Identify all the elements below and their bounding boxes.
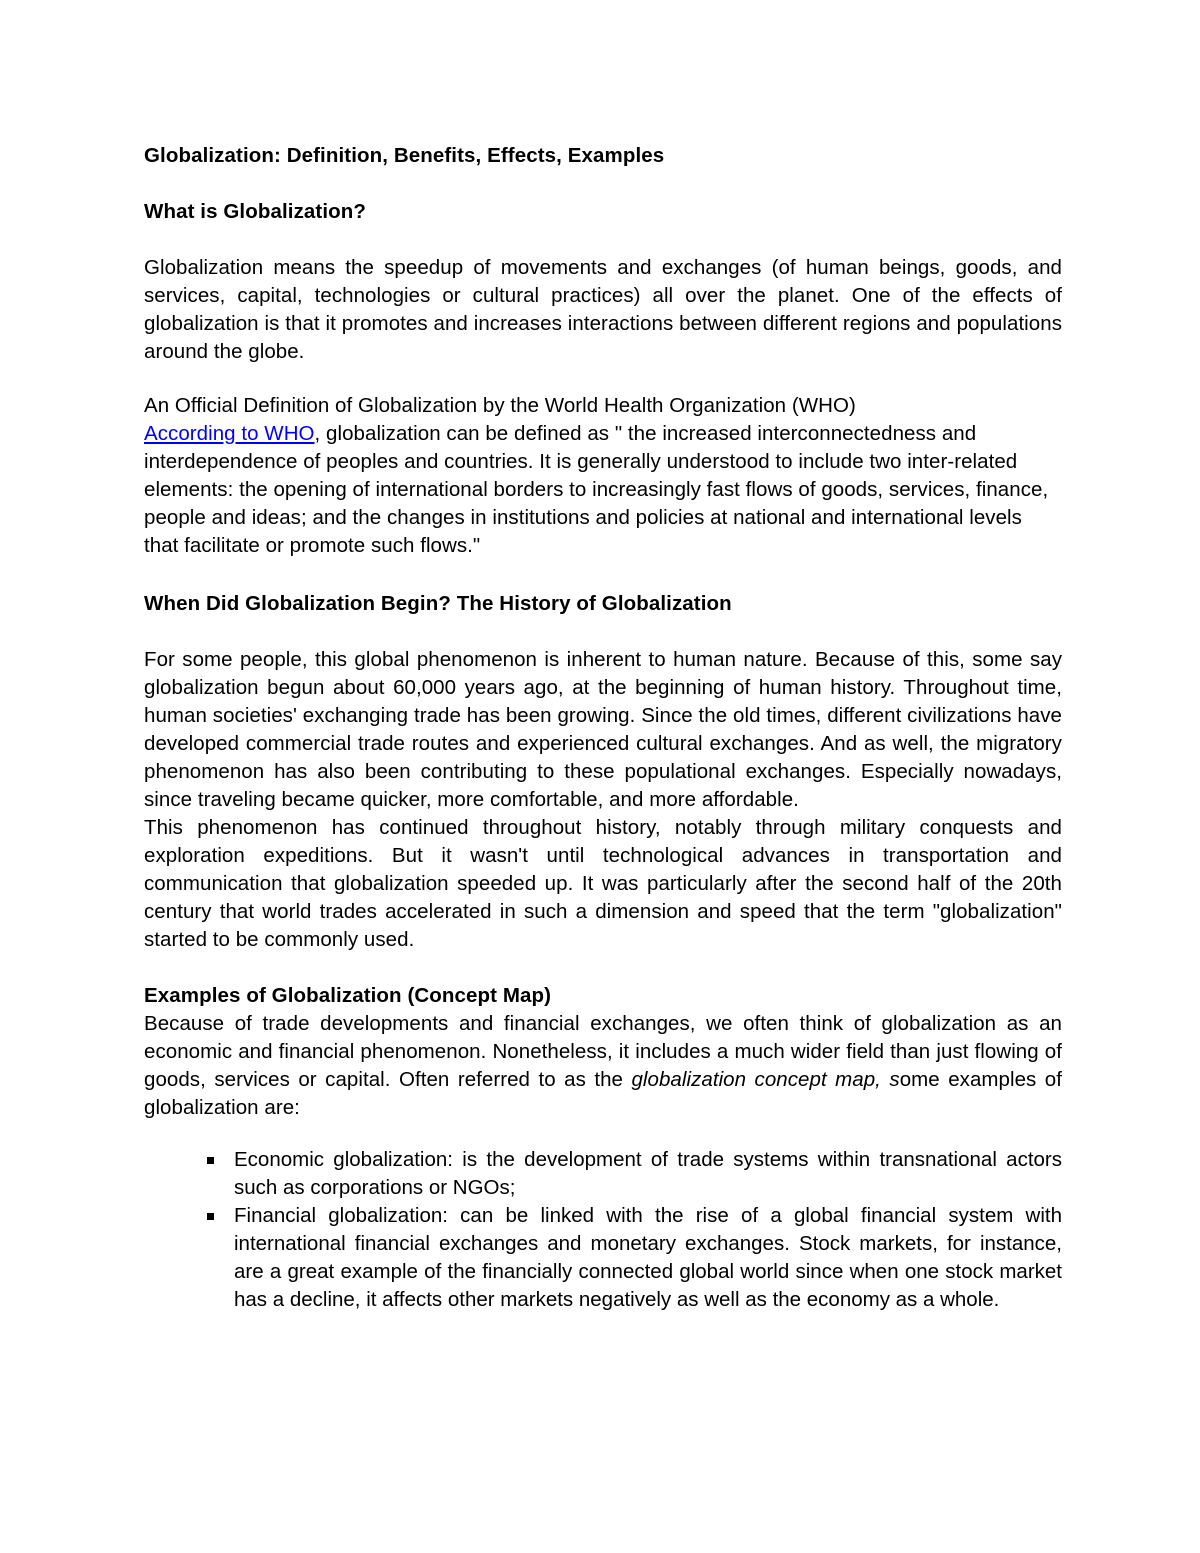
list-item [207,1202,1062,1314]
list-item-label: Financial globalization: can be linked with the rise of a global financial system with international financial exchanges and monetary exchanges. Stock markets, for instance, are a great example of the financially connected global world since when one stock market has a decline, it affects other markets negatively as well as the economy as a whole. [234,1204,1062,1311]
paragraph-history-origins: For some people, this global phenomenon is inherent to human nature. Because of this, some say globalization begun about 60,000 years ago, at the beginning of human history. Throughout time, human societies' exchanging trade has been growing. Since the old times, different civilizations have developed commercial trade routes and experienced cultural exchanges. And as well, the migratory phenomenon has also been contributing to these populational exchanges. Especially nowadays, since traveling became quicker, more comfortable, and more affordable. [144,648,1062,811]
examples-bullet-list [144,1146,1062,1314]
spacer [144,618,1062,646]
heading-what-is-globalization: What is Globalization? [144,200,367,223]
spacer [144,1122,1062,1146]
square-bullet-icon [207,1213,214,1220]
list-item-label: Economic globalization: is the development of trade systems within transnational actors such as corporations or NGOs; [234,1148,1062,1199]
who-quote-text: , globalization can be defined as " the increased interconnectedness and interdependence of peoples and countries. It is generally understood to include two inter-related elements: the opening of international borders to increasingly fast flows of goods, services, finance, people and ideas; and the changes in institutions and policies at national and international levels that facilitate or promote such flows." [144,422,1049,557]
examples-intro-tail: ome examples of globalization are: [144,1068,1062,1119]
examples-intro-lead: Because of trade developments and financial exchanges, we often think of globalization as an economic and financial phenomenon. Nonetheless, it includes a much wider field than just flowing of goods, services or capital. Often referred to as the [144,1012,1062,1091]
paragraph-examples-intro [144,1010,1062,1122]
who-intro-text: An Official Definition of Globalization by the World Health Organization (WHO) [144,394,856,417]
spacer [144,560,1062,590]
concept-map-italic-phrase: globalization concept map, s [631,1068,900,1091]
heading-examples-concept-map: Examples of Globalization (Concept Map) [144,984,552,1007]
spacer [144,366,1062,392]
paragraph-who-definition [144,392,1062,560]
heading-history-of-globalization: When Did Globalization Begin? The History of Globalization [144,592,732,615]
list-item [207,1146,1062,1202]
spacer [144,226,1062,254]
spacer [144,170,1062,198]
according-to-who-link[interactable]: According to WHO [144,422,315,445]
spacer [144,954,1062,982]
paragraph-history-modern: This phenomenon has continued throughout history, notably through military conquests and exploration expeditions. But it wasn't until technological advances in transportation and communication that globalization speeded up. It was particularly after the second half of the 20th century that world trades accelerated in such a dimension and speed that the term "globalization" started to be commonly used. [144,816,1062,951]
document-body [144,142,1062,1314]
paragraph-globalization-definition: Globalization means the speedup of movements and exchanges (of human beings, goods, and services, capital, technologies or cultural practices) all over the planet. One of the effects of globalization is that it promotes and increases interactions between different regions and populations around the globe. [144,256,1062,363]
square-bullet-icon [207,1157,214,1164]
page-title: Globalization: Definition, Benefits, Effects, Examples [144,144,665,167]
